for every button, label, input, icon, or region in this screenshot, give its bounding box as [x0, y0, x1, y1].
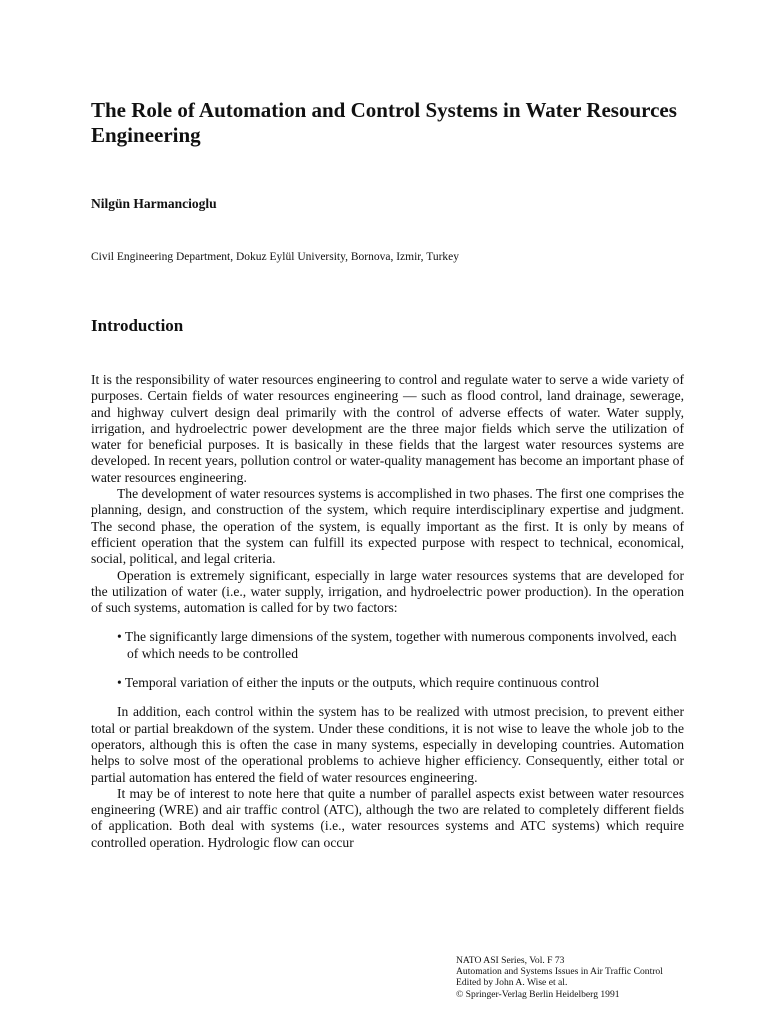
footer-line: Automation and Systems Issues in Air Traffic Control [456, 966, 663, 978]
paragraph: Operation is extremely significant, especially in large water resources systems that are developed for the utilization of water (i.e., water supply, irrigation, and hydroelectric power production). In the operation of such systems, automation is called for by two factors: [91, 567, 684, 616]
body-text [91, 372, 684, 851]
paper-title: The Role of Automation and Control Systems in Water Resources Engineering [91, 98, 677, 147]
footer-line: © Springer-Verlag Berlin Heidelberg 1991 [456, 988, 620, 1000]
bullet-item: • The significantly large dimensions of the system, together with numerous components involved, each of which needs to be controlled [117, 629, 677, 661]
paragraph: In addition, each control within the system has to be realized with utmost precision, to prevent either total or partial breakdown of the system. Under these conditions, it is not wise to leave the whole job to the operators, although this is often the case in many systems, especially in developing countries. Automation helps to solve most of the operational problems to achieve higher efficiency. Consequently, either total or partial automation has entered the field of water resources engineering. [91, 704, 684, 785]
bullet-list [91, 629, 684, 691]
paragraph: It is the responsibility of water resources engineering to control and regulate water to serve a wide variety of purposes. Certain fields of water resources engineering — such as flood control, land drainage, sewerage, and highway culvert design deal primarily with the control of adverse effects of water. Water supply, irrigation, and hydroelectric power development are the three major fields which serve the utilization of water for beneficial purposes. It is basically in these fields that the largest water resources systems are developed. In recent years, pollution control or water-quality management has become an important phase of water resources engineering. [91, 372, 684, 485]
paragraph: It may be of interest to note here that quite a number of parallel aspects exist between water resources engineering (WRE) and air traffic control (ATC), although the two are related to completely different fields of application. Both deal with systems (i.e., water resources systems and ATC systems) which require controlled operation. Hydrologic flow can occur [91, 785, 684, 850]
author-name: Nilgün Harmancioglu [91, 196, 217, 211]
publication-footer [456, 955, 663, 1000]
footer-line: NATO ASI Series, Vol. F 73 [456, 955, 565, 966]
section-heading-introduction: Introduction [91, 316, 184, 335]
author-affiliation: Civil Engineering Department, Dokuz Eylül University, Bornova, Izmir, Turkey [91, 251, 460, 263]
footer-line: Edited by John A. Wise et al. [456, 977, 568, 989]
paragraph: The development of water resources systems is accomplished in two phases. The first one comprises the planning, design, and construction of the system, which require interdisciplinary expertise and judgment. The second phase, the operation of the system, is equally important as the first. It is only by means of efficient operation that the system can fulfill its expected purpose with respect to technical, economical, social, political, and legal criteria. [91, 486, 684, 567]
bullet-item: • Temporal variation of either the inputs or the outputs, which require continuous control [117, 675, 600, 691]
